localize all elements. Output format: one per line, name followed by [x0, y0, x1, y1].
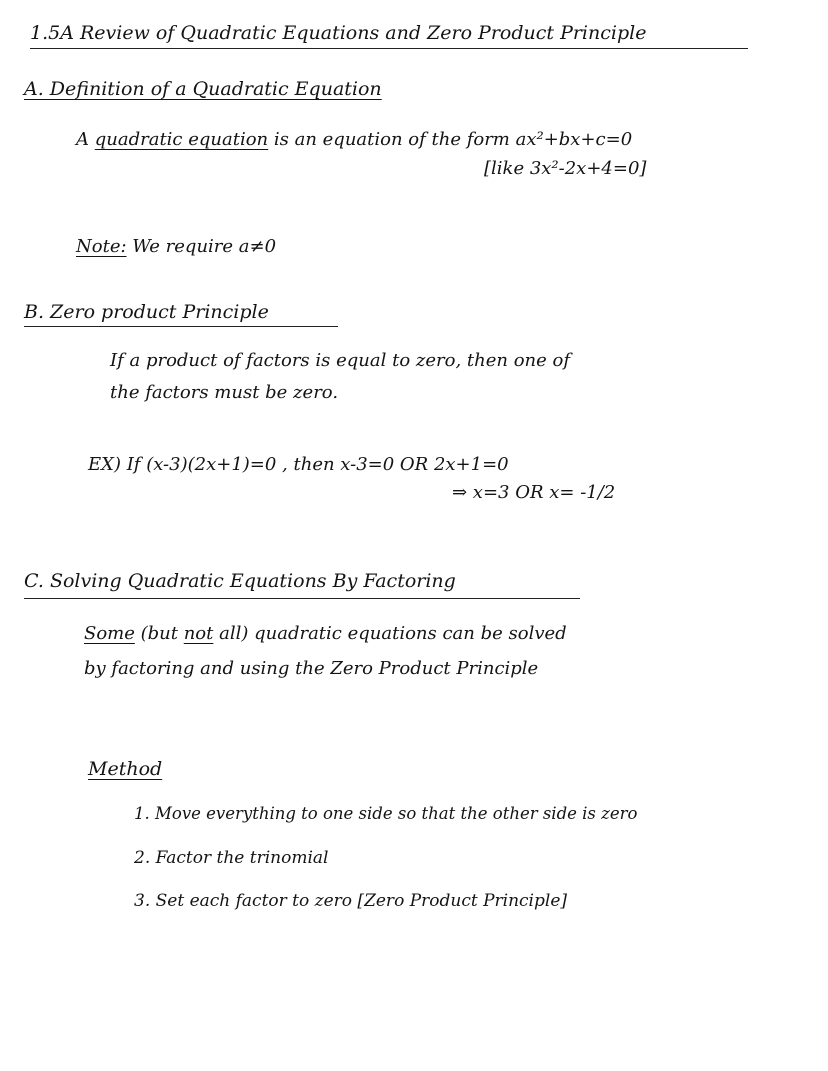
section-b-underline — [24, 326, 338, 327]
note-line — [76, 238, 276, 256]
example-line1: EX) If (x-3)(2x+1)=0 , then x-3=0 OR 2x+1=0 — [88, 454, 509, 475]
definition-end: is an equation of the form ax²+bx+c=0 — [268, 129, 633, 150]
section-b-heading: B. Zero product Principle — [24, 301, 269, 323]
definition-start: A — [76, 129, 95, 150]
section-c-heading: C. Solving Quadratic Equations By Factoring — [24, 570, 456, 592]
not-word: not — [183, 623, 214, 644]
method-step-2: 2. Factor the trinomial — [134, 848, 329, 868]
definition-term: quadratic equation — [94, 129, 269, 150]
example-line2: ⇒ x=3 OR x= -1/2 — [452, 482, 616, 503]
method-label: Method — [88, 758, 163, 780]
title-underline — [30, 48, 748, 49]
definition-example: [like 3x²-2x+4=0] — [484, 158, 647, 179]
definition-line — [76, 131, 632, 149]
method-step-1: 1. Move everything to one side so that the other side is zero — [134, 804, 638, 823]
section-c-line2: by factoring and using the Zero Product Principle — [84, 658, 539, 679]
zpp-statement-line1: If a product of factors is equal to zero, then one of — [110, 350, 570, 371]
zpp-statement-line2: the factors must be zero. — [110, 382, 339, 403]
some-word: Some — [84, 623, 135, 644]
method-step-3: 3. Set each factor to zero [Zero Product Principle] — [134, 891, 568, 911]
note-text: We require a≠0 — [126, 236, 277, 257]
line1-rest: all) quadratic equations can be solved — [213, 623, 567, 644]
section-c-underline — [24, 598, 580, 599]
note-label: Note: — [76, 236, 127, 257]
page-title — [30, 24, 646, 43]
paren-open: (but — [134, 623, 184, 644]
section-a-heading: A. Definition of a Quadratic Equation — [24, 78, 382, 100]
page-title-text: 1.5A Review of Quadratic Equations and Zero Product Principle — [30, 22, 647, 44]
section-c-line1 — [84, 625, 567, 643]
